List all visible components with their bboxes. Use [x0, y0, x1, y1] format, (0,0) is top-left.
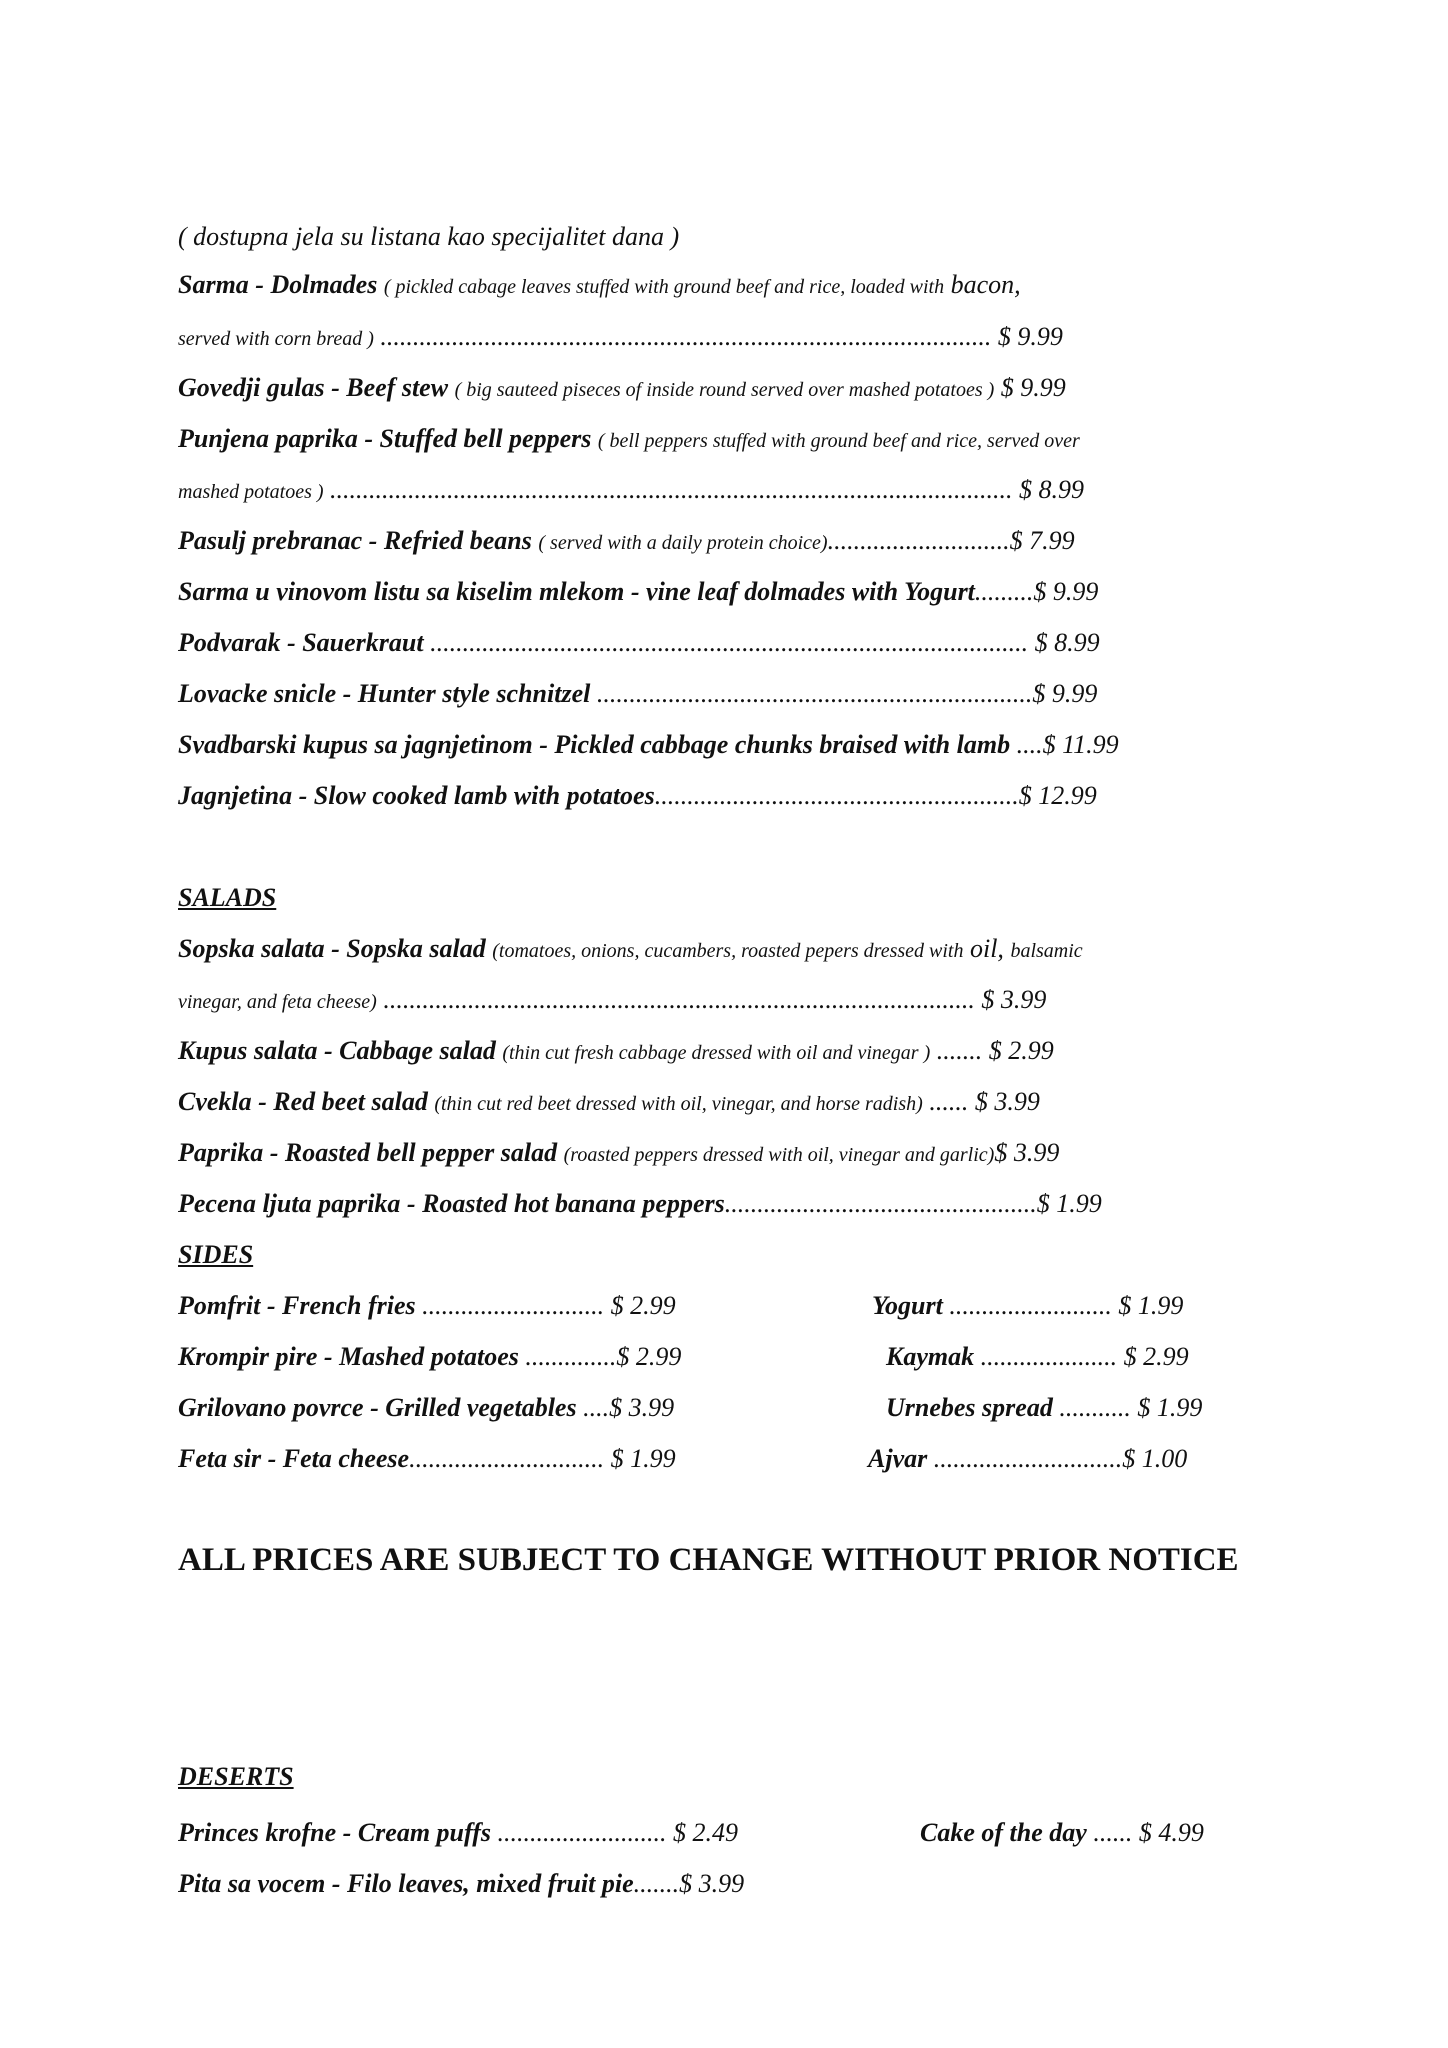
leader-dots: ..........................	[490, 1818, 667, 1847]
leader-dots: ............................	[415, 1291, 605, 1320]
item-name: Pomfrit - French fries	[178, 1291, 416, 1320]
item-price: $ 11.99	[1042, 730, 1119, 759]
item-description: (thin cut fresh cabbage dressed with oil and vinegar )	[502, 1042, 931, 1064]
item-name: Kupus salata - Cabbage salad	[178, 1036, 496, 1065]
item-name: Pasulj prebranac - Refried beans	[178, 526, 532, 555]
item-price: $ 1.99	[1036, 1189, 1102, 1218]
item-name: Yogurt	[872, 1291, 943, 1320]
list-item	[178, 1034, 1054, 1070]
item-price: $ 4.99	[1132, 1818, 1204, 1847]
item-description: vinegar, and feta cheese)	[178, 991, 377, 1013]
item-description: served with corn bread )	[178, 328, 374, 350]
item-name: Podvarak - Sauerkraut	[178, 628, 424, 657]
item-price: $ 3.99	[968, 1087, 1040, 1116]
section-heading-salads: SALADS	[178, 883, 277, 912]
item-price: $ 9.99	[1000, 373, 1066, 402]
list-item	[886, 1391, 1202, 1425]
item-name: Feta sir - Feta cheese	[178, 1444, 410, 1473]
item-name: Paprika - Roasted bell pepper salad	[178, 1138, 558, 1167]
item-name: Pita sa vocem - Filo leaves, mixed fruit pie	[178, 1869, 634, 1898]
leader-dots: .........	[974, 577, 1034, 606]
item-price: $ 2.49	[666, 1818, 738, 1847]
item-name: Krompir pire - Mashed potatoes	[178, 1342, 519, 1371]
price-notice: ALL PRICES ARE SUBJECT TO CHANGE WITHOUT PRIOR NOTICE	[178, 1542, 1239, 1578]
item-name: Govedji gulas - Beef stew	[178, 373, 449, 402]
item-description: (roasted peppers dressed with oil, vinegar and garlic)	[563, 1144, 995, 1166]
section-heading-deserts: DESERTS	[178, 1762, 294, 1791]
leader-dots: ....	[576, 1393, 610, 1422]
list-item	[178, 320, 1063, 356]
item-price: $ 3.99	[974, 985, 1047, 1014]
item-price: $ 3.99	[679, 1869, 745, 1898]
item-price: $ 7.99	[1009, 526, 1075, 555]
leader-dots: ..............................	[409, 1444, 605, 1473]
list-item	[868, 1442, 1187, 1476]
item-description: ( big sauteed piseces of inside round served over mashed potatoes )	[454, 379, 995, 401]
item-description: balsamic	[1010, 940, 1083, 962]
leader-dots: .....................	[974, 1342, 1118, 1371]
leader-dots: ...........................................................................................	[376, 985, 975, 1014]
list-item	[920, 1816, 1204, 1850]
item-name: Lovacke snicle - Hunter style schnitzel	[178, 679, 591, 708]
item-price: $ 12.99	[1018, 781, 1097, 810]
item-description-emphasis: bacon,	[950, 270, 1021, 299]
list-item	[178, 1867, 744, 1901]
list-item	[178, 371, 1066, 407]
leader-dots: .......	[633, 1869, 680, 1898]
list-item	[178, 1085, 1040, 1121]
section-heading-sides: SIDES	[178, 1240, 254, 1269]
item-name: Kaymak	[886, 1342, 975, 1371]
item-price: $ 1.99	[1130, 1393, 1203, 1422]
list-item	[178, 473, 1084, 509]
list-item	[886, 1340, 1189, 1374]
item-description: mashed potatoes )	[178, 481, 324, 503]
list-item	[178, 575, 1098, 609]
item-price: $ 2.99	[982, 1036, 1054, 1065]
leader-dots: .............................	[927, 1444, 1123, 1473]
item-name: Pecena ljuta paprika - Roasted hot banana peppers	[178, 1189, 725, 1218]
item-description: ( pickled cabage leaves stuffed with ground beef and rice, loaded with	[383, 276, 945, 298]
item-name: Cvekla - Red beet salad	[178, 1087, 428, 1116]
list-item	[178, 1136, 1059, 1172]
list-item	[178, 1340, 681, 1374]
item-description: (tomatoes, onions, cucambers, roasted pepers dressed with	[492, 940, 964, 962]
list-item	[178, 932, 1083, 968]
list-item	[178, 1442, 676, 1476]
item-price: $ 1.99	[1111, 1291, 1184, 1320]
list-item	[178, 626, 1100, 660]
leader-dots: ...........	[1052, 1393, 1131, 1422]
item-description: ( served with a daily protein choice)	[538, 532, 828, 554]
list-item	[178, 422, 1080, 458]
item-name: Cake of the day	[920, 1818, 1087, 1847]
item-price: $ 1.00	[1122, 1444, 1188, 1473]
item-name: Punjena paprika - Stuffed bell peppers	[178, 424, 592, 453]
item-description-emphasis: oil,	[969, 934, 1004, 963]
leader-dots: ........................................................	[654, 781, 1019, 810]
item-price: . $ 9.99	[984, 322, 1063, 351]
item-price: $ 3.99	[994, 1138, 1060, 1167]
item-name: Svadbarski kupus sa jagnjetinom - Pickled cabbage chunks braised with lamb	[178, 730, 1011, 759]
leader-dots: ..............	[518, 1342, 617, 1371]
item-name: Ajvar	[868, 1444, 928, 1473]
list-item	[872, 1289, 1183, 1323]
leader-dots: ......	[1086, 1818, 1133, 1847]
leader-dots: .........................	[942, 1291, 1112, 1320]
item-price: $ 9.99	[1033, 577, 1099, 606]
leader-dots: ............................	[827, 526, 1010, 555]
leader-dots: ....	[1010, 730, 1043, 759]
item-name: Grilovano povrce - Grilled vegetables	[178, 1393, 577, 1422]
item-price: $ 2.99	[616, 1342, 682, 1371]
item-name: Princes krofne - Cream puffs	[178, 1818, 491, 1847]
list-item	[178, 1816, 738, 1850]
list-item	[178, 677, 1097, 711]
list-item	[178, 983, 1046, 1019]
intro-note: ( dostupna jela su listana kao specijalitet dana )	[178, 222, 680, 251]
leader-dots: ................................................	[724, 1189, 1037, 1218]
item-price: $ 8.99	[1012, 475, 1085, 504]
item-price: $ 9.99	[1032, 679, 1098, 708]
list-item	[178, 524, 1075, 560]
item-name: Sopska salata - Sopska salad	[178, 934, 486, 963]
leader-dots: .......	[930, 1036, 983, 1065]
item-description: (thin cut red beet dressed with oil, vinegar, and horse radish)	[434, 1093, 923, 1115]
list-item	[178, 1289, 676, 1323]
item-name: Sarma - Dolmades	[178, 270, 378, 299]
item-description: ( bell peppers stuffed with ground beef and rice, served over	[597, 430, 1080, 452]
list-item	[178, 268, 1021, 304]
item-name: Sarma u vinovom listu sa kiselim mlekom - vine leaf dolmades with Yogurt	[178, 577, 975, 606]
item-price: $ 2.99	[1117, 1342, 1189, 1371]
leader-dots: ...................................................................	[590, 679, 1033, 708]
item-price: $ 3.99	[609, 1393, 675, 1422]
list-item	[178, 728, 1119, 762]
item-price: $ 8.99	[1028, 628, 1100, 657]
item-name: Jagnjetina - Slow cooked lamb with potatoes	[178, 781, 655, 810]
item-name: Urnebes spread	[886, 1393, 1053, 1422]
list-item	[178, 1391, 674, 1425]
list-item	[178, 779, 1097, 813]
leader-dots: .........................................................................................................	[323, 475, 1013, 504]
leader-dots: .............................................................................................	[373, 322, 985, 351]
item-price: $ 1.99	[604, 1444, 676, 1473]
item-price: $ 2.99	[604, 1291, 676, 1320]
leader-dots: ......	[922, 1087, 969, 1116]
list-item	[178, 1187, 1102, 1221]
leader-dots: ............................................................................................	[423, 628, 1029, 657]
